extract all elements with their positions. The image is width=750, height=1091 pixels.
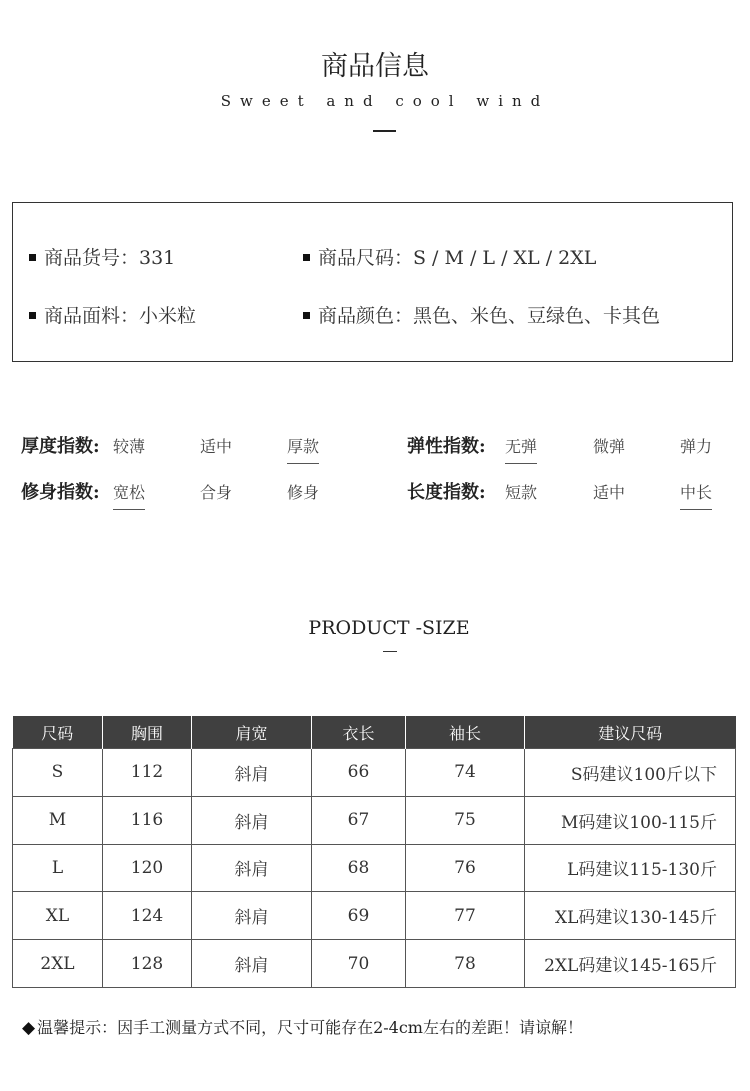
cell-length: 68 xyxy=(312,844,406,892)
header-length: 衣长 xyxy=(312,716,406,749)
item-number-text: 商品货号：331 xyxy=(44,247,176,269)
cell-sleeve: 78 xyxy=(406,940,525,988)
header-recommend: 建议尺码 xyxy=(525,716,736,749)
info-item-fabric xyxy=(29,301,196,328)
length-option-short: 短款 xyxy=(505,483,538,502)
info-item-sizes xyxy=(303,243,596,270)
cell-shoulder: 斜肩 xyxy=(192,749,312,797)
page-title: 商品信息 xyxy=(321,51,429,82)
sizes-text: 商品尺码：S / M / L / XL / 2XL xyxy=(318,247,597,269)
square-bullet-icon xyxy=(29,312,36,319)
cell-length: 70 xyxy=(312,940,406,988)
length-index-label: 长度指数: xyxy=(407,482,486,503)
diamond-icon: ◆ xyxy=(22,1018,36,1038)
fit-option-regular: 合身 xyxy=(200,483,233,502)
cell-size: 2XL xyxy=(13,940,103,988)
cell-chest: 120 xyxy=(103,844,192,892)
table-row xyxy=(13,940,736,988)
fit-option-slim: 修身 xyxy=(287,483,320,502)
size-title-divider xyxy=(383,651,397,652)
cell-sleeve: 74 xyxy=(406,749,525,797)
table-row xyxy=(13,796,736,844)
cell-size: M xyxy=(13,796,103,844)
cell-sleeve: 77 xyxy=(406,892,525,940)
thickness-index-label: 厚度指数: xyxy=(21,436,100,457)
cell-recommend: S码建议100斤以下 xyxy=(525,749,736,797)
cell-sleeve: 76 xyxy=(406,844,525,892)
size-section-title: PRODUCT -SIZE xyxy=(308,617,470,639)
cell-shoulder: 斜肩 xyxy=(192,940,312,988)
header-shoulder: 肩宽 xyxy=(192,716,312,749)
square-bullet-icon xyxy=(29,254,36,261)
cell-shoulder: 斜肩 xyxy=(192,844,312,892)
table-row xyxy=(13,749,736,797)
cell-length: 67 xyxy=(312,796,406,844)
cell-recommend: 2XL码建议145-165斤 xyxy=(525,940,736,988)
cell-chest: 124 xyxy=(103,892,192,940)
length-option-medium: 适中 xyxy=(593,483,626,502)
elasticity-index-label: 弹性指数: xyxy=(407,436,486,457)
square-bullet-icon xyxy=(303,312,310,319)
cell-size: S xyxy=(13,749,103,797)
cell-chest: 116 xyxy=(103,796,192,844)
cell-size: XL xyxy=(13,892,103,940)
header-sleeve: 袖长 xyxy=(406,716,525,749)
thickness-option-medium: 适中 xyxy=(200,437,233,456)
thickness-option-thick: 厚款 xyxy=(287,434,319,464)
elasticity-option-none: 无弹 xyxy=(505,434,537,464)
cell-sleeve: 75 xyxy=(406,796,525,844)
page-subtitle: Sweet and cool wind xyxy=(220,92,550,110)
title-divider xyxy=(373,130,396,132)
table-row xyxy=(13,844,736,892)
cell-size: L xyxy=(13,844,103,892)
cell-length: 66 xyxy=(312,749,406,797)
cell-length: 69 xyxy=(312,892,406,940)
length-option-midlong: 中长 xyxy=(680,480,712,510)
fit-option-loose: 宽松 xyxy=(113,480,145,510)
thickness-option-thin: 较薄 xyxy=(113,437,146,456)
measurement-tip xyxy=(22,1015,583,1038)
cell-chest: 128 xyxy=(103,940,192,988)
info-item-colors xyxy=(303,301,660,328)
cell-shoulder: 斜肩 xyxy=(192,796,312,844)
header-size: 尺码 xyxy=(13,716,103,749)
cell-chest: 112 xyxy=(103,749,192,797)
table-row xyxy=(13,892,736,940)
fabric-text: 商品面料：小米粒 xyxy=(44,305,197,327)
info-item-number xyxy=(29,243,175,270)
cell-shoulder: 斜肩 xyxy=(192,892,312,940)
size-table xyxy=(12,716,736,988)
fit-index-label: 修身指数: xyxy=(21,482,100,503)
product-info-box xyxy=(12,202,733,362)
cell-recommend: M码建议100-115斤 xyxy=(525,796,736,844)
cell-recommend: XL码建议130-145斤 xyxy=(525,892,736,940)
square-bullet-icon xyxy=(303,254,310,261)
tip-text: 温馨提示：因手工测量方式不同，尺寸可能存在2-4cm左右的差距！请谅解！ xyxy=(37,1018,583,1037)
size-table-header xyxy=(13,716,736,749)
elasticity-option-stretch: 弹力 xyxy=(680,437,713,456)
elasticity-option-slight: 微弹 xyxy=(593,437,626,456)
colors-text: 商品颜色：黑色、米色、豆绿色、卡其色 xyxy=(318,305,661,327)
cell-recommend: L码建议115-130斤 xyxy=(525,844,736,892)
header-chest: 胸围 xyxy=(103,716,192,749)
